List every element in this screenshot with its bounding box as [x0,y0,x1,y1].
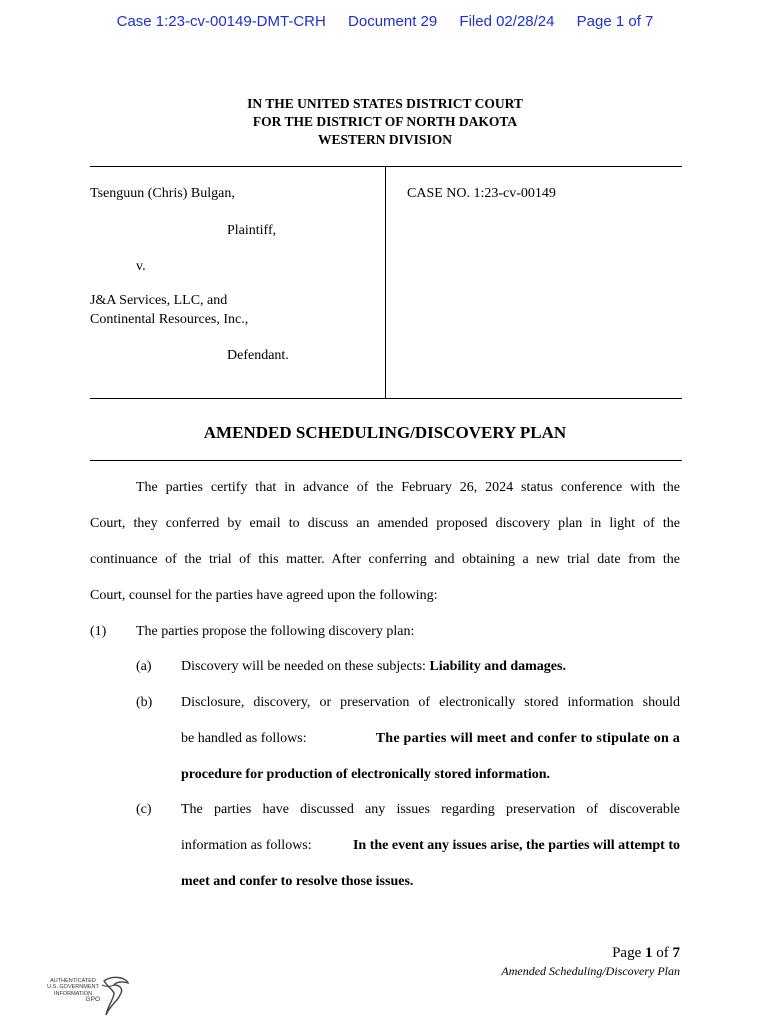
stamp-case-number: Case 1:23-cv-00149-DMT-CRH [116,13,326,30]
item-b-line-1: Disclosure, discovery, or preservation of electronically stored information should [181,695,680,710]
footer-document-name: Amended Scheduling/Discovery Plan [501,964,680,978]
intro-line-4: Court, counsel for the parties have agreed upon the following: [90,588,438,603]
item-1-text: The parties propose the following discovery plan: [136,624,415,639]
document-title: AMENDED SCHEDULING/DISCOVERY PLAN [203,423,567,442]
caption-bottom-rule [90,398,682,399]
court-heading-line-3: WESTERN DIVISION [318,132,452,147]
item-b-number: (b) [136,695,153,710]
plaintiff-name: Tsenguun (Chris) Bulgan, [90,186,235,201]
item-b-answer-part-2: procedure for production of electronically stored information. [181,767,551,782]
plaintiff-role: Plaintiff, [227,223,277,238]
versus: v. [136,259,146,274]
defendant-line-1: J&A Services, LLC, and [90,293,228,308]
page-number [612,945,680,962]
item-b-label: be handled as follows: [181,731,314,746]
item-c-answer-part-1: In the event any issues arise, the parties will attempt to [352,838,680,853]
stamp-page-count: Page 1 of 7 [576,13,654,30]
item-c-label: information as follows: [181,838,319,853]
gpo-authentication-seal [42,975,132,1017]
item-a-text [181,659,566,675]
item-c-line-3 [181,874,413,890]
item-a-answer: Liability and damages. [429,659,566,674]
page-of: of [652,945,673,961]
intro-line-3: continuance of the trial of this matter. After conferring and obtaining a new trial date from the [90,552,680,567]
item-c-line-1: The parties have discussed any issues regarding preservation of discoverable [181,802,680,817]
item-b-line-3 [181,767,550,783]
item-a-label: Discovery will be needed on these subjects: [181,659,430,674]
seal-line-1: AUTHENTICATED [50,978,96,984]
item-c-number: (c) [136,802,152,817]
defendant-line-2: Continental Resources, Inc., [90,312,249,327]
item-c-line-2 [181,838,680,854]
caption-top-rule [90,166,682,167]
case-number: CASE NO. 1:23-cv-00149 [407,186,556,201]
item-a-number: (a) [136,659,152,674]
seal-line-3: INFORMATION [53,990,93,997]
caption-divider [385,166,386,398]
court-heading-line-2: FOR THE DISTRICT OF NORTH DAKOTA [252,114,518,129]
intro-line-1: The parties certify that in advance of the February 26, 2024 status conference with the [136,480,680,495]
seal-line-4: GPO [85,996,100,1004]
ecf-header-stamp [0,13,770,30]
page-current: 1 [645,945,653,961]
stamp-document-number: Document 29 [348,13,438,30]
court-heading [0,95,770,149]
title-rule [90,460,682,461]
seal-text [42,978,104,1004]
court-heading-line-1: IN THE UNITED STATES DISTRICT COURT [247,96,523,111]
item-b-answer-part-1: The parties will meet and confer to stipulate on a [375,731,680,746]
defendant-role: Defendant. [227,348,289,363]
eagle-icon [100,975,130,1017]
item-b-line-2 [181,731,680,747]
stamp-filed-date: Filed 02/28/24 [459,13,555,30]
seal-line-2: U.S. GOVERNMENT [47,984,99,991]
page-label: Page [612,945,645,961]
page-total: 7 [672,945,680,961]
intro-line-2: Court, they conferred by email to discuss an amended proposed discovery plan in light of the [90,516,680,531]
item-c-answer-part-2: meet and confer to resolve those issues. [181,874,414,889]
item-1-number: (1) [90,624,107,639]
